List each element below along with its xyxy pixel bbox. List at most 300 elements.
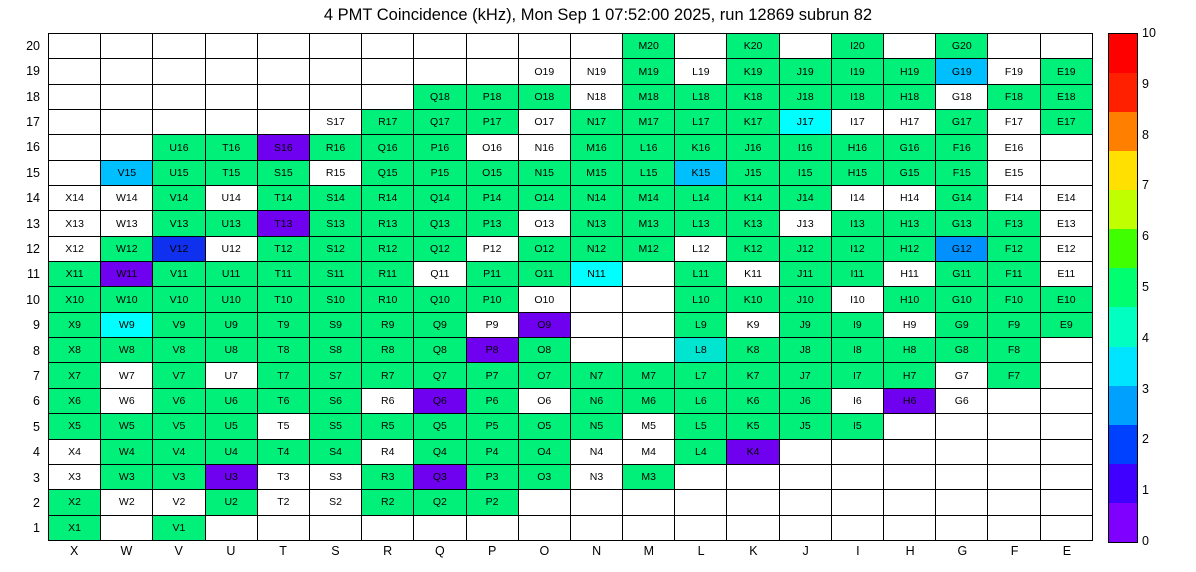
colorbar-segment (1109, 34, 1137, 73)
heatmap-cell-empty (884, 414, 936, 439)
heatmap-cell-W3: W3 (101, 464, 153, 489)
heatmap-cell-E12: E12 (1040, 236, 1092, 261)
heatmap-cell-empty (153, 59, 205, 84)
heatmap-cell-X1: X1 (49, 515, 101, 540)
heatmap-cell-empty (779, 515, 831, 540)
heatmap-cell-empty (205, 110, 257, 135)
heatmap-cell-U16: U16 (153, 135, 205, 160)
heatmap-cell-empty (362, 34, 414, 59)
heatmap-cell-M4: M4 (623, 439, 675, 464)
heatmap-cell-U5: U5 (205, 414, 257, 439)
heatmap-cell-Q4: Q4 (414, 439, 466, 464)
heatmap-row (49, 363, 1093, 388)
x-tick-label: S (331, 544, 340, 558)
heatmap-cell-F9: F9 (988, 312, 1040, 337)
x-tick-label: F (1010, 544, 1019, 558)
heatmap-cell-K10: K10 (727, 287, 779, 312)
x-tick-label: X (69, 544, 79, 558)
heatmap-cell-F16: F16 (936, 135, 988, 160)
y-axis-tick-labels (0, 33, 44, 541)
heatmap-cell-U11: U11 (205, 262, 257, 287)
heatmap-cell-R4: R4 (362, 439, 414, 464)
heatmap-cell-I9: I9 (831, 312, 883, 337)
heatmap-cell-I11: I11 (831, 262, 883, 287)
heatmap-cell-L9: L9 (675, 312, 727, 337)
x-tick-label: L (697, 544, 705, 558)
heatmap-cell-empty (257, 110, 309, 135)
heatmap-cell-empty (257, 84, 309, 109)
heatmap-cell-T14: T14 (257, 186, 309, 211)
heatmap-cell-empty (831, 439, 883, 464)
colorbar-tick-label: 6 (1142, 229, 1149, 244)
heatmap-cell-empty (518, 515, 570, 540)
heatmap-cell-X4: X4 (49, 439, 101, 464)
colorbar-tick-label: 0 (1142, 534, 1149, 548)
heatmap-cell-S14: S14 (309, 186, 361, 211)
heatmap-cell-S9: S9 (309, 312, 361, 337)
colorbar-segment (1109, 73, 1137, 112)
colorbar-segment (1109, 190, 1137, 229)
heatmap-cell-W2: W2 (101, 490, 153, 515)
heatmap-cell-U9: U9 (205, 312, 257, 337)
heatmap-cell-empty (884, 490, 936, 515)
heatmap-cell-O19: O19 (518, 59, 570, 84)
y-tick-label: 17 (26, 114, 40, 129)
colorbar-segment (1109, 425, 1137, 464)
y-tick-label: 19 (26, 64, 40, 79)
heatmap-cell-W12: W12 (101, 236, 153, 261)
heatmap-cell-I10: I10 (831, 287, 883, 312)
heatmap-cell-I8: I8 (831, 338, 883, 363)
heatmap-cell-R5: R5 (362, 414, 414, 439)
heatmap-cell-G16: G16 (884, 135, 936, 160)
heatmap-cell-H8: H8 (884, 338, 936, 363)
heatmap-cell-Q14: Q14 (414, 186, 466, 211)
heatmap-cell-G12: G12 (936, 236, 988, 261)
heatmap-cell-W10: W10 (101, 287, 153, 312)
heatmap-cell-empty (727, 490, 779, 515)
colorbar-segment (1109, 347, 1137, 386)
heatmap-cell-N16: N16 (518, 135, 570, 160)
heatmap-cell-P4: P4 (466, 439, 518, 464)
heatmap-cell-U14: U14 (205, 186, 257, 211)
heatmap-cell-empty (570, 287, 622, 312)
heatmap-cell-E17: E17 (1040, 110, 1092, 135)
heatmap-cell-H12: H12 (884, 236, 936, 261)
heatmap-cell-J7: J7 (779, 363, 831, 388)
heatmap-cell-G8: G8 (936, 338, 988, 363)
heatmap-row (49, 34, 1093, 59)
heatmap-cell-H6: H6 (884, 388, 936, 413)
heatmap-cell-H14: H14 (884, 186, 936, 211)
heatmap-cell-S8: S8 (309, 338, 361, 363)
heatmap-cell-Q16: Q16 (362, 135, 414, 160)
heatmap-cell-X7: X7 (49, 363, 101, 388)
colorbar-tick-label: 9 (1142, 76, 1149, 91)
heatmap-cell-empty (1040, 439, 1092, 464)
heatmap-cell-empty (414, 34, 466, 59)
heatmap-cell-U15: U15 (153, 160, 205, 185)
heatmap-cell-empty (675, 515, 727, 540)
x-tick-label: O (539, 544, 550, 558)
heatmap-cell-H10: H10 (884, 287, 936, 312)
page-title: 4 PMT Coincidence (kHz), Mon Sep 1 07:52:00 2025, run 12869 subrun 82 (323, 6, 873, 24)
heatmap-cell-L18: L18 (675, 84, 727, 109)
heatmap-cell-F7: F7 (988, 363, 1040, 388)
heatmap-cell-G17: G17 (936, 110, 988, 135)
heatmap-cell-V3: V3 (153, 464, 205, 489)
colorbar-tick-label: 1 (1142, 483, 1149, 498)
heatmap-cell-J15: J15 (727, 160, 779, 185)
heatmap-cell-F10: F10 (988, 287, 1040, 312)
heatmap-cell-P16: P16 (414, 135, 466, 160)
heatmap-cell-H7: H7 (884, 363, 936, 388)
y-tick-label: 7 (33, 368, 40, 383)
heatmap-cell-Q10: Q10 (414, 287, 466, 312)
heatmap-cell-U10: U10 (205, 287, 257, 312)
heatmap-cell-L17: L17 (675, 110, 727, 135)
heatmap-cell-Q18: Q18 (414, 84, 466, 109)
heatmap-cell-X13: X13 (49, 211, 101, 236)
heatmap-cell-P10: P10 (466, 287, 518, 312)
x-tick-label: H (905, 544, 915, 558)
heatmap-cell-U3: U3 (205, 464, 257, 489)
heatmap-row (49, 312, 1093, 337)
heatmap-cell-R6: R6 (362, 388, 414, 413)
heatmap-cell-R11: R11 (362, 262, 414, 287)
heatmap-cell-K6: K6 (727, 388, 779, 413)
heatmap-row (49, 464, 1093, 489)
heatmap-cell-V5: V5 (153, 414, 205, 439)
heatmap-cell-R10: R10 (362, 287, 414, 312)
heatmap-cell-H13: H13 (884, 211, 936, 236)
heatmap-row (49, 236, 1093, 261)
heatmap-cell-empty (205, 59, 257, 84)
x-tick-label: K (749, 544, 758, 558)
heatmap-cell-K20: K20 (727, 34, 779, 59)
heatmap-cell-O4: O4 (518, 439, 570, 464)
heatmap-cell-T10: T10 (257, 287, 309, 312)
colorbar-tick-label: 10 (1142, 26, 1156, 40)
heatmap-row (49, 186, 1093, 211)
heatmap-row (49, 515, 1093, 540)
y-tick-label: 5 (33, 419, 40, 434)
heatmap-cell-empty (101, 515, 153, 540)
heatmap-cell-I16: I16 (779, 135, 831, 160)
heatmap-cell-L8: L8 (675, 338, 727, 363)
heatmap-cell-empty (153, 84, 205, 109)
heatmap-cell-W13: W13 (101, 211, 153, 236)
heatmap-cell-K5: K5 (727, 414, 779, 439)
heatmap-cell-empty (675, 464, 727, 489)
heatmap-cell-empty (49, 59, 101, 84)
heatmap-row (49, 160, 1093, 185)
heatmap-cell-O5: O5 (518, 414, 570, 439)
heatmap-cell-J11: J11 (779, 262, 831, 287)
heatmap-cell-L15: L15 (623, 160, 675, 185)
heatmap-cell-G18: G18 (936, 84, 988, 109)
heatmap-cell-M15: M15 (570, 160, 622, 185)
heatmap-cell-M6: M6 (623, 388, 675, 413)
heatmap-cell-Q9: Q9 (414, 312, 466, 337)
heatmap-cell-I7: I7 (831, 363, 883, 388)
heatmap-cell-R12: R12 (362, 236, 414, 261)
heatmap-cell-H9: H9 (884, 312, 936, 337)
heatmap-cell-E10: E10 (1040, 287, 1092, 312)
heatmap-cell-empty (1040, 388, 1092, 413)
heatmap-cell-G6: G6 (936, 388, 988, 413)
heatmap-cell-V7: V7 (153, 363, 205, 388)
heatmap-cell-Q6: Q6 (414, 388, 466, 413)
heatmap-cell-N6: N6 (570, 388, 622, 413)
heatmap-cell-E15: E15 (988, 160, 1040, 185)
heatmap-cell-empty (309, 515, 361, 540)
heatmap-cell-empty (1040, 414, 1092, 439)
x-tick-label: M (643, 544, 655, 558)
colorbar-segment (1109, 112, 1137, 151)
heatmap-cell-U2: U2 (205, 490, 257, 515)
heatmap-cell-W6: W6 (101, 388, 153, 413)
heatmap-cell-empty (466, 515, 518, 540)
heatmap-cell-V4: V4 (153, 439, 205, 464)
heatmap-cell-empty (675, 34, 727, 59)
heatmap-cell-N13: N13 (570, 211, 622, 236)
heatmap-cell-empty (101, 34, 153, 59)
heatmap-cell-V8: V8 (153, 338, 205, 363)
heatmap-cell-M12: M12 (623, 236, 675, 261)
x-tick-label: V (174, 544, 183, 558)
x-tick-label: I (856, 544, 860, 558)
heatmap-cell-X2: X2 (49, 490, 101, 515)
heatmap-cell-T6: T6 (257, 388, 309, 413)
heatmap-cell-X14: X14 (49, 186, 101, 211)
colorbar-segment (1109, 464, 1137, 503)
heatmap-cell-empty (988, 490, 1040, 515)
heatmap-cell-O8: O8 (518, 338, 570, 363)
heatmap-cell-E11: E11 (1040, 262, 1092, 287)
heatmap-cell-P14: P14 (466, 186, 518, 211)
heatmap-cell-empty (257, 59, 309, 84)
heatmap-cell-Q7: Q7 (414, 363, 466, 388)
heatmap-cell-X6: X6 (49, 388, 101, 413)
heatmap-cell-T3: T3 (257, 464, 309, 489)
heatmap-cell-J8: J8 (779, 338, 831, 363)
x-tick-label: T (279, 544, 287, 558)
colorbar-segment (1109, 503, 1137, 542)
heatmap-cell-L12: L12 (675, 236, 727, 261)
heatmap-cell-T8: T8 (257, 338, 309, 363)
heatmap-cell-Q17: Q17 (414, 110, 466, 135)
heatmap-cell-L10: L10 (675, 287, 727, 312)
heatmap-cell-S5: S5 (309, 414, 361, 439)
heatmap-cell-N11: N11 (570, 262, 622, 287)
heatmap-cell-O7: O7 (518, 363, 570, 388)
colorbar-segment (1109, 268, 1137, 307)
heatmap-cell-W7: W7 (101, 363, 153, 388)
heatmap-row (49, 338, 1093, 363)
heatmap-cell-O13: O13 (518, 211, 570, 236)
heatmap-cell-J17: J17 (779, 110, 831, 135)
heatmap-cell-R7: R7 (362, 363, 414, 388)
y-tick-label: 20 (26, 38, 40, 53)
heatmap-cell-empty (831, 490, 883, 515)
heatmap-cell-O6: O6 (518, 388, 570, 413)
heatmap-cell-L11: L11 (675, 262, 727, 287)
heatmap-cell-empty (936, 490, 988, 515)
heatmap-cell-O16: O16 (466, 135, 518, 160)
heatmap-cell-O12: O12 (518, 236, 570, 261)
heatmap-cell-S15: S15 (257, 160, 309, 185)
y-tick-label: 16 (26, 140, 40, 155)
y-tick-label: 15 (26, 165, 40, 180)
heatmap-cell-V10: V10 (153, 287, 205, 312)
heatmap-cell-K17: K17 (727, 110, 779, 135)
heatmap-row (49, 414, 1093, 439)
colorbar-segment (1109, 386, 1137, 425)
heatmap-cell-F8: F8 (988, 338, 1040, 363)
heatmap-cell-T5: T5 (257, 414, 309, 439)
heatmap-cell-R2: R2 (362, 490, 414, 515)
heatmap-cell-empty (101, 110, 153, 135)
y-tick-label: 3 (33, 470, 40, 485)
heatmap-cell-V6: V6 (153, 388, 205, 413)
heatmap-cell-empty (101, 59, 153, 84)
heatmap-cell-S3: S3 (309, 464, 361, 489)
heatmap-cell-J13: J13 (779, 211, 831, 236)
colorbar-tick-label: 8 (1142, 127, 1149, 142)
heatmap-cell-H11: H11 (884, 262, 936, 287)
heatmap-cell-P13: P13 (466, 211, 518, 236)
heatmap-cell-empty (205, 34, 257, 59)
heatmap-cell-empty (518, 34, 570, 59)
heatmap-cell-I13: I13 (831, 211, 883, 236)
colorbar-tick-label: 3 (1142, 381, 1149, 396)
heatmap-cell-empty (988, 464, 1040, 489)
x-tick-label: J (802, 544, 809, 558)
heatmap-cell-empty (518, 490, 570, 515)
y-tick-label: 14 (26, 191, 40, 206)
heatmap-cell-S6: S6 (309, 388, 361, 413)
heatmap-cell-G15: G15 (884, 160, 936, 185)
heatmap-cell-U8: U8 (205, 338, 257, 363)
heatmap-cell-empty (1040, 363, 1092, 388)
heatmap-cell-T13: T13 (257, 211, 309, 236)
heatmap-cell-S13: S13 (309, 211, 361, 236)
heatmap-cell-S2: S2 (309, 490, 361, 515)
heatmap-cell-Q5: Q5 (414, 414, 466, 439)
heatmap-cell-O3: O3 (518, 464, 570, 489)
heatmap-cell-O14: O14 (518, 186, 570, 211)
colorbar-segment (1109, 151, 1137, 190)
heatmap-cell-R9: R9 (362, 312, 414, 337)
heatmap-cell-X8: X8 (49, 338, 101, 363)
heatmap-cell-empty (779, 439, 831, 464)
heatmap-cell-empty (936, 515, 988, 540)
heatmap-cell-O17: O17 (518, 110, 570, 135)
heatmap-cell-empty (49, 34, 101, 59)
heatmap-cell-M3: M3 (623, 464, 675, 489)
heatmap-cell-M14: M14 (623, 186, 675, 211)
heatmap-cell-empty (414, 59, 466, 84)
heatmap-cell-I5: I5 (831, 414, 883, 439)
heatmap-cell-E9: E9 (1040, 312, 1092, 337)
heatmap-cell-J14: J14 (779, 186, 831, 211)
heatmap-cell-O15: O15 (466, 160, 518, 185)
heatmap-cell-empty (936, 439, 988, 464)
heatmap-cell-empty (779, 464, 831, 489)
heatmap-cell-N15: N15 (518, 160, 570, 185)
heatmap-cell-S7: S7 (309, 363, 361, 388)
heatmap-cell-V12: V12 (153, 236, 205, 261)
heatmap-cell-E14: E14 (1040, 186, 1092, 211)
heatmap-grid (48, 33, 1093, 541)
heatmap-cell-empty (831, 515, 883, 540)
heatmap-cell-F14: F14 (988, 186, 1040, 211)
heatmap-cell-empty (309, 59, 361, 84)
heatmap-cell-O11: O11 (518, 262, 570, 287)
heatmap-cell-empty (466, 59, 518, 84)
heatmap-cell-empty (257, 515, 309, 540)
heatmap-cell-O10: O10 (518, 287, 570, 312)
heatmap-cell-J5: J5 (779, 414, 831, 439)
heatmap-cell-T15: T15 (205, 160, 257, 185)
heatmap-cell-F19: F19 (988, 59, 1040, 84)
heatmap-cell-empty (1040, 490, 1092, 515)
heatmap-cell-empty (257, 34, 309, 59)
heatmap-cell-L7: L7 (675, 363, 727, 388)
heatmap-cell-V11: V11 (153, 262, 205, 287)
heatmap-cell-empty (205, 515, 257, 540)
heatmap-cell-P8: P8 (466, 338, 518, 363)
heatmap-cell-T4: T4 (257, 439, 309, 464)
heatmap-cell-empty (936, 414, 988, 439)
heatmap-row (49, 110, 1093, 135)
heatmap-cell-F12: F12 (988, 236, 1040, 261)
heatmap-row (49, 262, 1093, 287)
heatmap-cell-empty (1040, 515, 1092, 540)
heatmap-cell-U13: U13 (205, 211, 257, 236)
x-tick-label: Q (435, 544, 445, 558)
heatmap-cell-F15: F15 (936, 160, 988, 185)
heatmap-cell-N17: N17 (570, 110, 622, 135)
heatmap-cell-N19: N19 (570, 59, 622, 84)
heatmap-cell-empty (623, 312, 675, 337)
x-tick-label: P (487, 544, 497, 558)
heatmap-cell-K11: K11 (727, 262, 779, 287)
heatmap-cell-M5: M5 (623, 414, 675, 439)
heatmap-cell-empty (309, 84, 361, 109)
y-tick-label: 6 (33, 394, 40, 409)
heatmap-cell-Q12: Q12 (414, 236, 466, 261)
heatmap-cell-H17: H17 (884, 110, 936, 135)
heatmap-cell-empty (49, 84, 101, 109)
heatmap-cell-K14: K14 (727, 186, 779, 211)
heatmap-cell-empty (727, 464, 779, 489)
heatmap-cell-empty (884, 515, 936, 540)
heatmap-cell-Q15: Q15 (362, 160, 414, 185)
heatmap-cell-L16: L16 (623, 135, 675, 160)
heatmap-cell-I14: I14 (831, 186, 883, 211)
heatmap-cell-G19: G19 (936, 59, 988, 84)
heatmap-cell-S17: S17 (309, 110, 361, 135)
x-axis-tick-labels (48, 545, 1093, 565)
heatmap-plot-area (48, 33, 1093, 541)
x-tick-label: R (383, 544, 393, 558)
colorbar-tick-label: 2 (1142, 432, 1149, 447)
heatmap-cell-W8: W8 (101, 338, 153, 363)
heatmap-cell-N7: N7 (570, 363, 622, 388)
heatmap-cell-X5: X5 (49, 414, 101, 439)
